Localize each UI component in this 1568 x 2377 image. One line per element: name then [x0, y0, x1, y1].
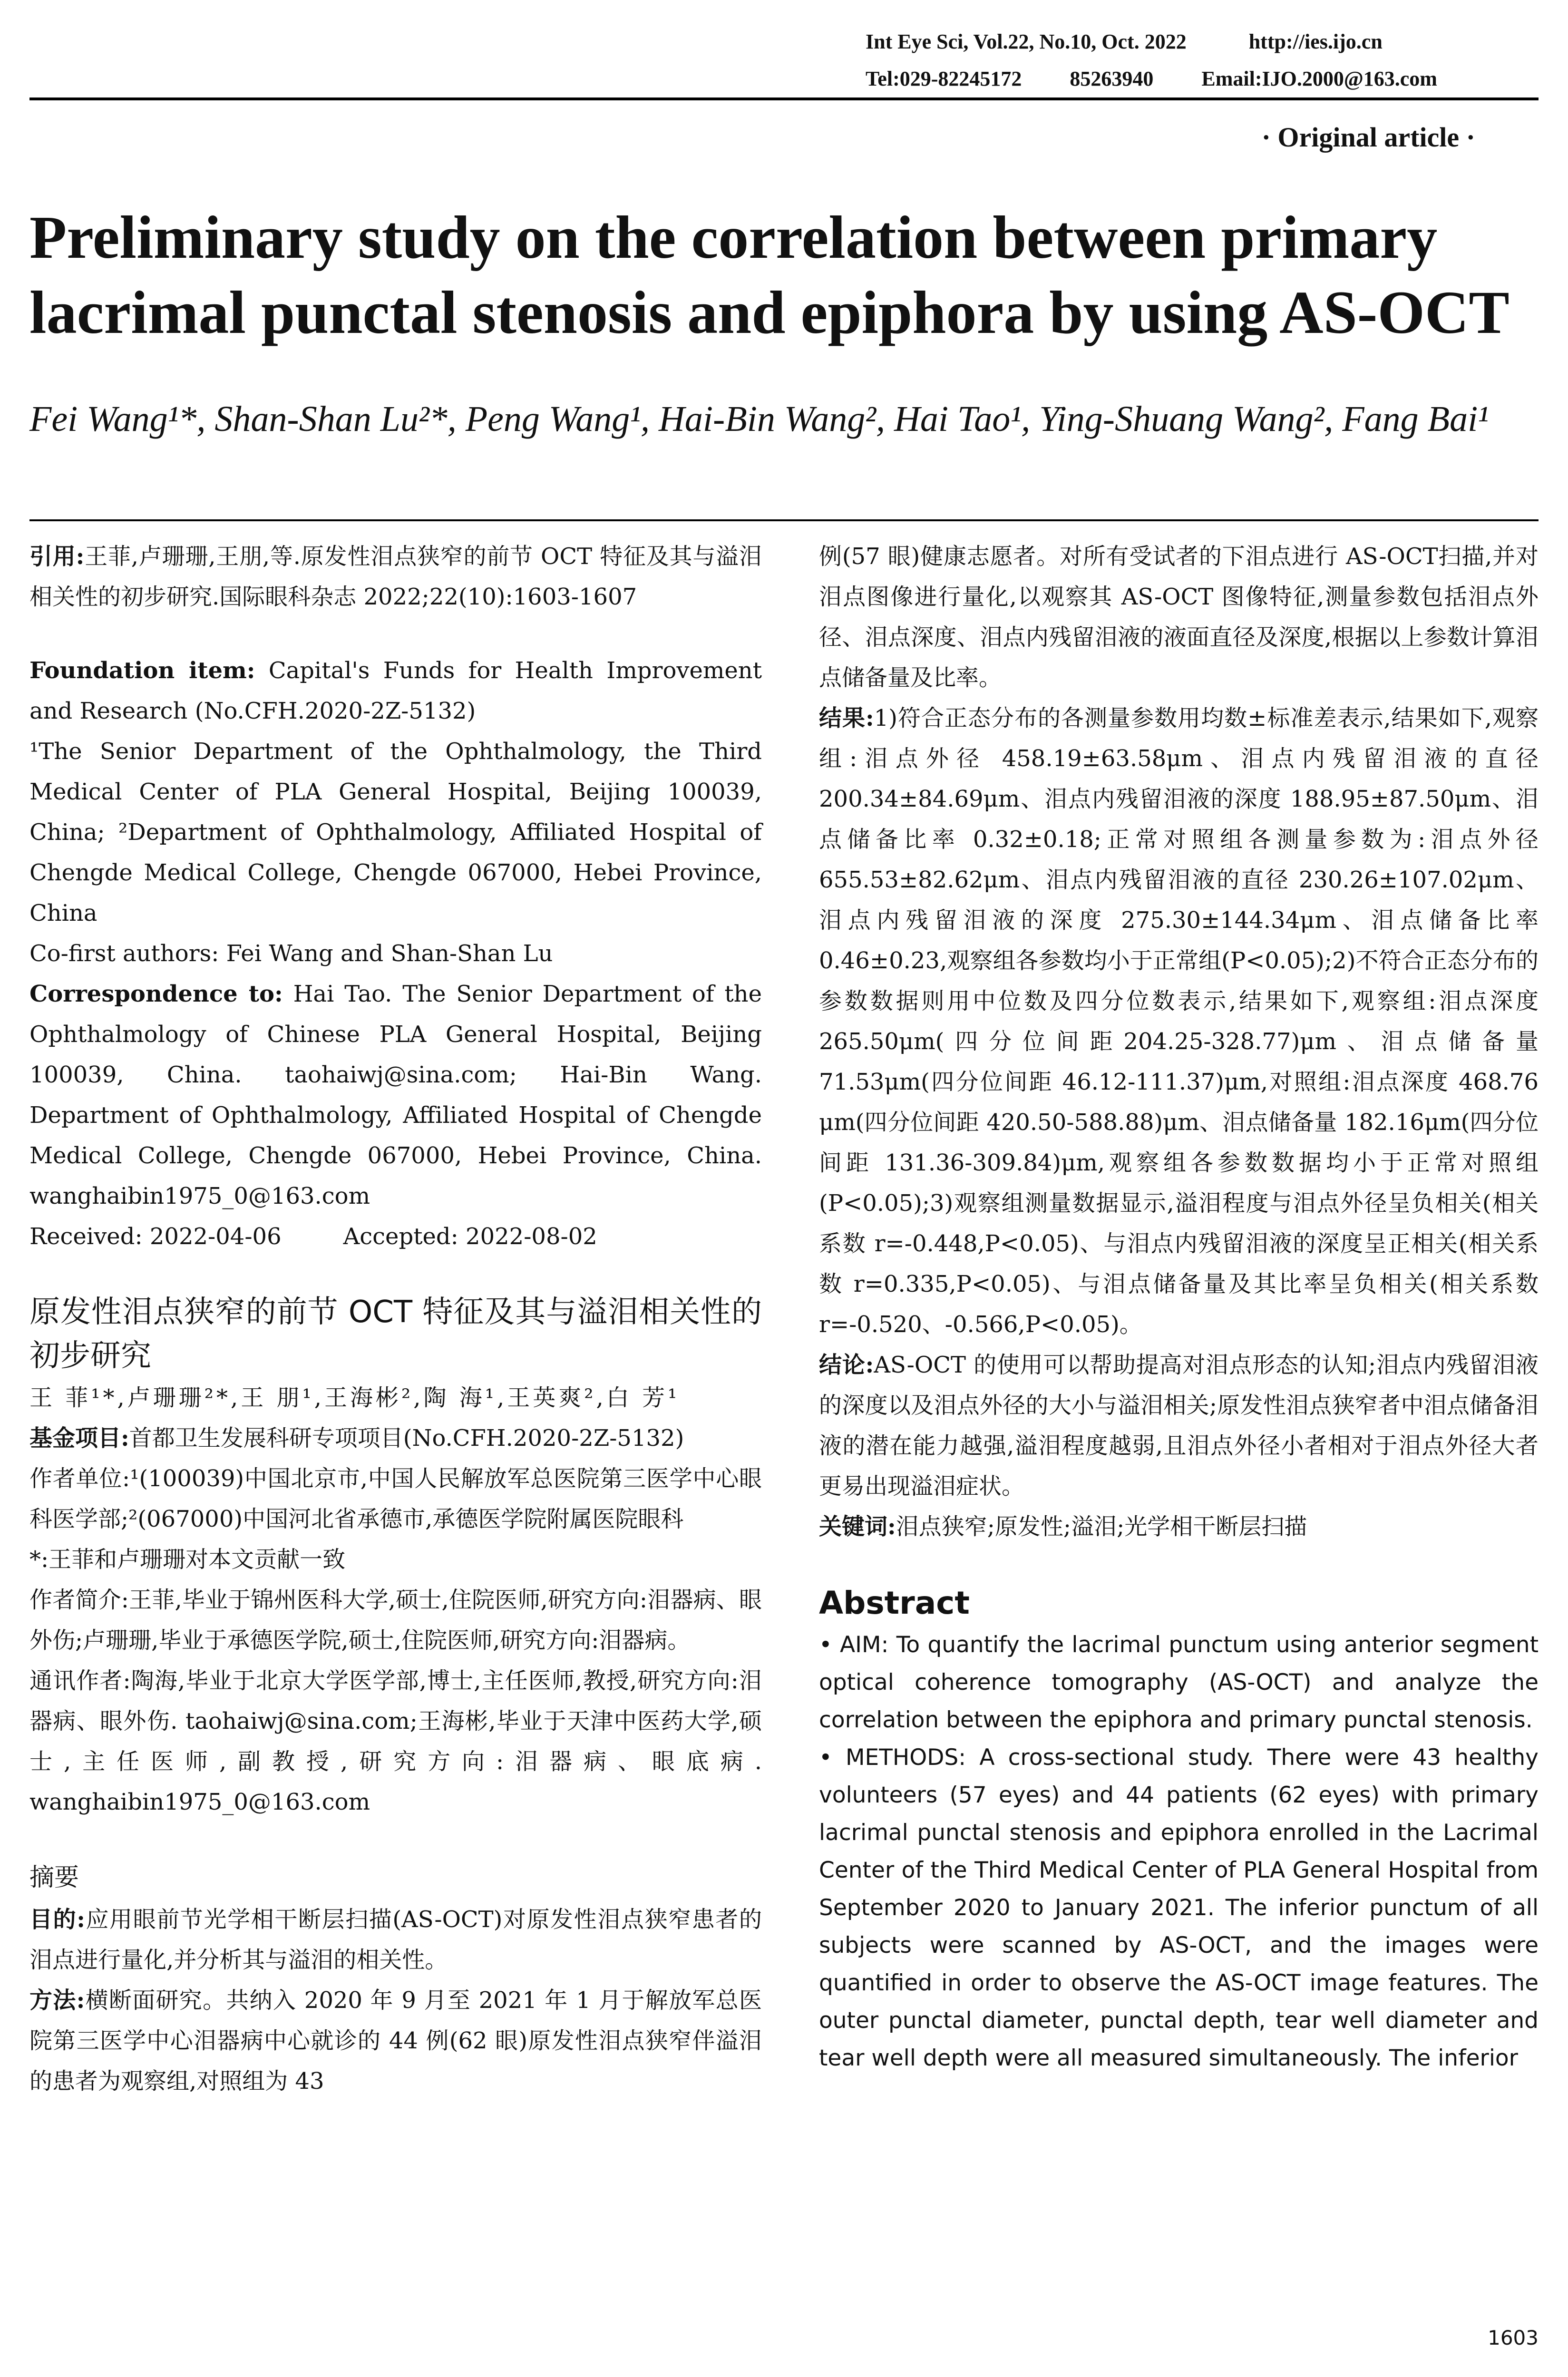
journal-header-line2: Tel:029-82245172 85263940 Email:IJO.2000@163.com [866, 67, 1437, 90]
aim-cn: 目的:应用眼前节光学相干断层扫描(AS-OCT)对原发性泪点狭窄患者的泪点进行量化,并分析其与溢泪的相关性。 [29, 1906, 762, 1973]
result-cn: 结果:1)符合正态分布的各测量参数用均数±标准差表示,结果如下,观察组:泪点外径 458.19±63.58μm、泪点内残留泪液的直径 200.34±84.69μm、泪点内残留泪液的深度 188.95±87.50μm、泪点储备比率 0.32±0.18;正常对照组各测量参数为:泪点外径 655.53±82.62μm、泪点内残留泪液的直径 230.26±107.02μm、泪点内残留泪液的深度 275.30±144.34μm、泪点储备比率0.46±0.23,观察组各参数均小于正常组(P<0.05);2)不符合正态分布的参数数据则用中位数及四分位数表示,结果如下,观察组:泪点深度 265.50μm(四分位间距204.25-328.77)μm、泪点储备量 71.53μm(四分位间距 46.12-111.37)μm,对照组:泪点深度 468.76 μm(四分位间距 420.50-588.88)μm、泪点储备量 182.16μm(四分位间距 131.36-309.84)μm,观察组各参数数据均小于正常对照组(P<0.05);3)观察组测量数据显示,溢泪程度与泪点外径呈负相关(相关系数 r=-0.448,P<0.05)、与泪点内残留泪液的深度呈正相关(相关系数 r=0.335,P<0.05)、与泪点储备量及其比率呈负相关(相关系数 r=-0.520、-0.566,P<0.05)。 [819, 705, 1539, 1338]
section-rule [29, 519, 1539, 521]
right-column [819, 536, 1539, 2077]
equal-contribution: *:王菲和卢珊珊对本文贡献一致 [29, 1546, 346, 1573]
co-first-authors: Co-first authors: Fei Wang and Shan-Shan Lu [29, 940, 553, 967]
methods-en: • METHODS: A cross-sectional study. There were 43 healthy volunteers (57 eyes) and 44 patients (62 eyes) with primary lacrimal punctal stenosis and epiphora enrolled in the Lacrimal Center of the Third Medical Center of PLA General Hospital from September 2020 to January 2021. The inferior punctum of all subjects were scanned by AS-OCT, and the images were quantified in order to observe the AS-OCT image features. The outer punctal diameter, punctal depth, tear well diameter and tear well depth were all measured simultaneously. The inferior [819, 1744, 1539, 2071]
corresponding-authors-cn: 通讯作者:陶海,毕业于北京大学医学部,博士,主任医师,教授,研究方向:泪器病、眼外伤. taohaiwj@sina.com;王海彬,毕业于天津中医药大学,硕士,主任医师,副教授,研究方向:泪器病、眼底病. wanghaibin1975_0@163.com [29, 1667, 762, 1815]
article-title: Preliminary study on the correlation between primary lacrimal punctal stenosis and epiphora by using AS-OCT [29, 204, 1510, 346]
page-number: 1603 [1488, 2326, 1539, 2349]
author-list: Fei Wang¹*, Shan-Shan Lu²*, Peng Wang¹, Hai-Bin Wang², Hai Tao¹, Ying-Shuang Wang², Fang Bai¹ [29, 399, 1489, 439]
conclusion-cn: 结论:AS-OCT 的使用可以帮助提高对泪点形态的认知;泪点内残留泪液的深度以及泪点外径的大小与溢泪相关;原发性泪点狭窄者中泪点储备泪液的潜在能力越强,溢泪程度越弱,且泪点外径小者相对于泪点外径大者更易出现溢泪症状。 [819, 1352, 1539, 1500]
affiliations: ¹The Senior Department of the Ophthalmology, the Third Medical Center of PLA General Hospital, Beijing 100039, China; ²Department of Ophthalmology, Affiliated Hospital of Chengde Medical College, Chengde 067000, Hebei Province, China [29, 738, 762, 926]
correspondence: Correspondence to: Hai Tao. The Senior Department of the Ophthalmology of Chinese PLA General Hospital, Beijing 100039, China. taohaiwj@sina.com; Hai-Bin Wang. Department of Ophthalmology, Affiliated Hospital of Chengde Medical College, Chengde 067000, Hebei Province, China. wanghaibin1975_0@163.com [29, 981, 762, 1209]
journal-email[interactable]: Email:IJO.2000@163.com [1201, 67, 1437, 90]
aim-en: • AIM: To quantify the lacrimal punctum using anterior segment optical coherence tomography (AS-OCT) and analyze the correlation between the epiphora and primary punctal stenosis. [819, 1632, 1539, 1733]
chinese-authors: 王 菲¹*,卢珊珊²*,王 朋¹,王海彬²,陶 海¹,王英爽²,白 芳¹ [29, 1384, 680, 1411]
method-cn: 方法:横断面研究。共纳入 2020 年 9 月至 2021 年 1 月于解放军总医院第三医学中心泪器病中心就诊的 44 例(62 眼)原发性泪点狭窄伴溢泪的患者为观察组,对照组为 43 [29, 1987, 762, 2094]
chinese-title: 原发性泪点狭窄的前节 OCT 特征及其与溢泪相关性的初步研究 [29, 1295, 762, 1374]
keywords-cn: 关键词:泪点狭窄;原发性;溢泪;光学相干断层扫描 [819, 1513, 1307, 1540]
method-cn-continued: 例(57 眼)健康志愿者。对所有受试者的下泪点进行 AS-OCT扫描,并对泪点图像进行量化,以观察其 AS-OCT 图像特征,测量参数包括泪点外径、泪点深度、泪点内残留泪液的液面直径及深度,根据以上参数计算泪点储备量及比率。 [819, 543, 1539, 691]
foundation-item: Foundation item: Capital's Funds for Health Improvement and Research (No.CFH.2020-2Z-5132) [29, 657, 762, 724]
journal-url[interactable]: http://ies.ijo.cn [1248, 30, 1383, 53]
dates: Received: 2022-04-06 Accepted: 2022-08-02 [29, 1223, 597, 1250]
journal-header-line1: Int Eye Sci, Vol.22, No.10, Oct. 2022 http://ies.ijo.cn [866, 30, 1383, 53]
article-type: · Original article · [1261, 122, 1475, 153]
header-rule [29, 97, 1539, 100]
abstract-cn-heading: 摘要 [29, 1863, 79, 1892]
author-bio: 作者简介:王菲,毕业于锦州医科大学,硕士,住院医师,研究方向:泪器病、眼外伤;卢珊珊,毕业于承德医学院,硕士,住院医师,研究方向:泪器病。 [29, 1587, 762, 1654]
author-units: 作者单位:¹(100039)中国北京市,中国人民解放军总医院第三医学中心眼科医学部;²(067000)中国河北省承德市,承德医学院附属医院眼科 [29, 1465, 762, 1532]
fund-project: 基金项目:首都卫生发展科研专项项目(No.CFH.2020-2Z-5132) [29, 1425, 684, 1452]
abstract-heading: Abstract [819, 1585, 970, 1621]
citation: 引用:王菲,卢珊珊,王朋,等.原发性泪点狭窄的前节 OCT 特征及其与溢泪相关性的初步研究.国际眼科杂志 2022;22(10):1603-1607 [29, 543, 762, 610]
left-column [29, 536, 762, 2102]
